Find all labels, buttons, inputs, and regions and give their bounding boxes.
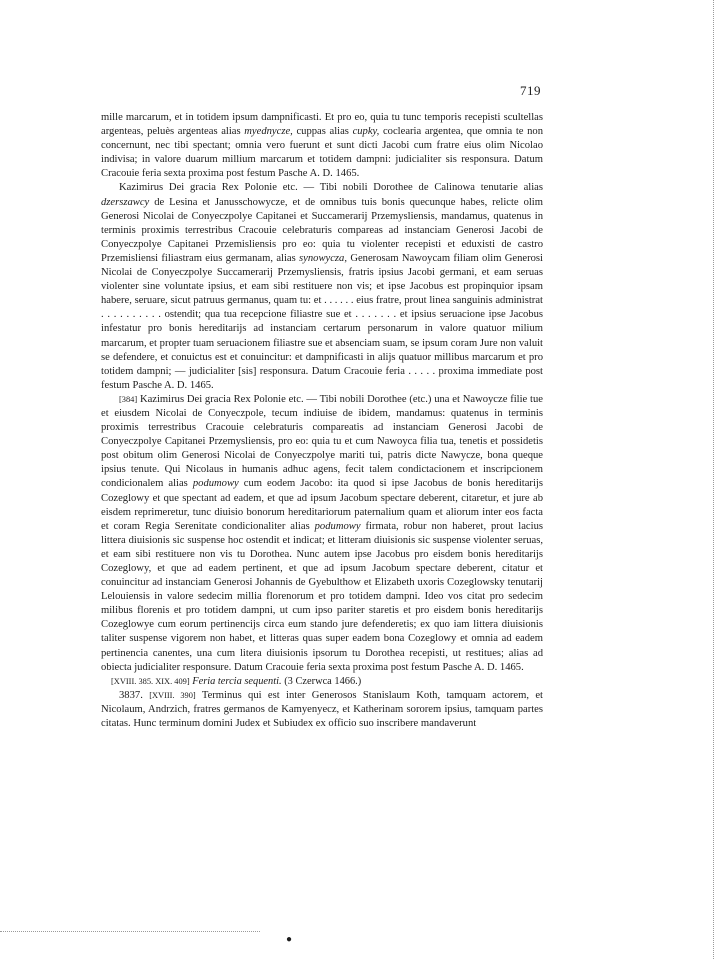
entry-number: 3837. (119, 689, 143, 701)
scan-edge-bottom (0, 930, 260, 932)
paragraph-entry-384: [384] Kazimirus Dei gracia Rex Polonie etc. — Tibi nobili Dorothee (etc.) una et Nawoycze filie tue et eiusdem Nicolai de Conyeczpole, tecum indiuise de ibidem, mandamus: quatenus in terminis proximis terrestribus Cracouie celebraturis compareatis ad instanciam Generosi Jacobi de Conyeczpolye Capitanei Przemysliensis, pro eo: quia tu et cum Nawoyca filia tua, tenetis et possidetis post obitum olim Generosi Nicolai de Conyeczpolye mariti tui, patris dicte Nawycze, bona queque ipsius tenute. Qui Nicolaus in humanis adhuc agens, fecit talem condictacionem et inscripcionem condicionalem alias podumowy cum eodem Jacobo: ita quod si ipse Jacobus de bonis hereditarijs Cozeglowy et que spectant ad eadem, et que ad ipsum Jacobum spectare deberent, citaretur, et jure ab eisdem reprimeretur, tunc diuisio bonorum hereditariorum paternalium quam et aliorum inter eos facta et coram Regia Serenitate condicionaliter alias podumowy firmata, robur non haberet, prout lacius littera diuisionis sic suspense hoc ostendit et indicat; et litteram diuisionis sic suspense violenter seruas, et eam sibi restituere non vis tu Dorothea. Nunc autem ipse Jacobus pro eisdem bonis hereditarijs Cozeglowy, et que ad eadem pertinent, et que ad ipsum Jacobum spectare deberent, citatur et conuincitur ad instanciam Generosi Johannis de Gyebulthow et Elizabeth uxoris Cozeglowsky tenutarij Lelouiensis in valore sedecim millia florenorum et pro totidem dampni. Ideo vos citat pro sedecim milibus florenis et pro totidem dampni, ut cum ipso pariter staretis et pro eisdem bonis hereditarijs Cozeglowye cum eorum pertinencijs circa eum stando jure defenderetis; ex quo iam littera diuisionis taliter suspense vigorem non habet, et litteras quas super eadem bona Cozeglowy et omnia ad eadem pertinencia canentes, una cum litera diuisionis ipsorum tu Dorothea recepisti, ut restitues; alias ad obiecta judicialiter responsure. Datum Cracouie feria sexta proxima post festum Pasche A. D. 1465. (101, 393, 543, 673)
text-block (101, 111, 543, 731)
date-heading: [XVIII. 385. XIX. 409] Feria tercia sequenti. (3 Czerwca 1466.) (111, 675, 362, 687)
source-reference: [XVIII. 385. XIX. 409] (111, 676, 190, 686)
source-reference: [XVIII. 390] (149, 690, 196, 700)
binding-mark: ● (286, 934, 293, 945)
paragraph-summons-dorothea: Kazimirus Dei gracia Rex Polonie etc. — Tibi nobili Dorothee de Calinowa tenutarie alias dzerszawcy de Lesina et Janusschowycze, et de omnibus tuis bonis quecunque habes, relicte olim Generosi Nicolai de Conyeczpolye Capitanei et Succamerarij Przemysliensis, mandamus, quatenus in terminis proximis terrestribus Cracouie celebraturis compareas ad instanciam Generosi Jacobi de Conyeczpolye Capitanei Przemisliensis pro eo: quia tu violenter recepisti et eduxisti de castro Przemisliensi filiastram eius germanam, alias synowycza, Generosam Nawoycam filiam olim Generosi Nicolai de Conyeczpolye Succamerarij Przemysliensis, fratris ipsius Jacobi germani, et eam seruas violenter sine voluntate ipsius, et eam sibi restituere non vis; et ipse Jacobus est propinquior ipsam habere, seruare, sicut patruus germanus, quam tu: et . . . . . . eius fratre, prout linea sanguinis administrat . . . . . . . . . . ostendit; qua tua recepcione filiastre sue et . . . . . . . et ipsius seruacione ipse Jacobus infestatur pro bonis hereditarijs ad instanciam certarum personarum in valore quatuor milium marcarum, et propter tuam seruacionem filiastre sue et absenciam suam, se ipsum coram Jure non valuit se defendere, et conuictus est et conuincitur: et dampnificasti in alijs quatuor millibus marcarum et pro totidem dampni; — judicialiter [sis] responsura. Datum Cracouie feria . . . . . proxima immediate post festum Pasche A. D. 1465. (101, 182, 543, 391)
page-number: 719 (520, 83, 541, 98)
entry-number: [384] (119, 394, 138, 404)
scan-edge-right (712, 0, 714, 959)
paragraph-entry-3837: 3837. [XVIII. 390] Terminus qui est inter Generosos Stanislaum Koth, tamquam actorem, et Nicolaum, Andrzich, fratres germanos de Kamyenyecz, et Katherinam sororem ipsius, tamquam partes citatas. Hunc terminum domini Judex et Subiudex ex officio suo inscribere mandaverunt (101, 689, 543, 730)
paragraph-continuation: mille marcarum, et in totidem ipsum dampnificasti. Et pro eo, quia tu tunc temporis recepisti scultellas argenteas, peluès argenteas alias myednycze, cuppas alias cupky, coclearia argentea, que omnia te non concernunt, nec tibi spectant; omnia vero fuerunt et sunt dicti Jacobi cum fratre eius olim Nicolao indivisa; in valore duarum millium marcarum et totidem dampni: judicialiter sis responsura. Datum Cracouie feria sexta proxima post festum Pasche A. D. 1465. (101, 112, 543, 180)
